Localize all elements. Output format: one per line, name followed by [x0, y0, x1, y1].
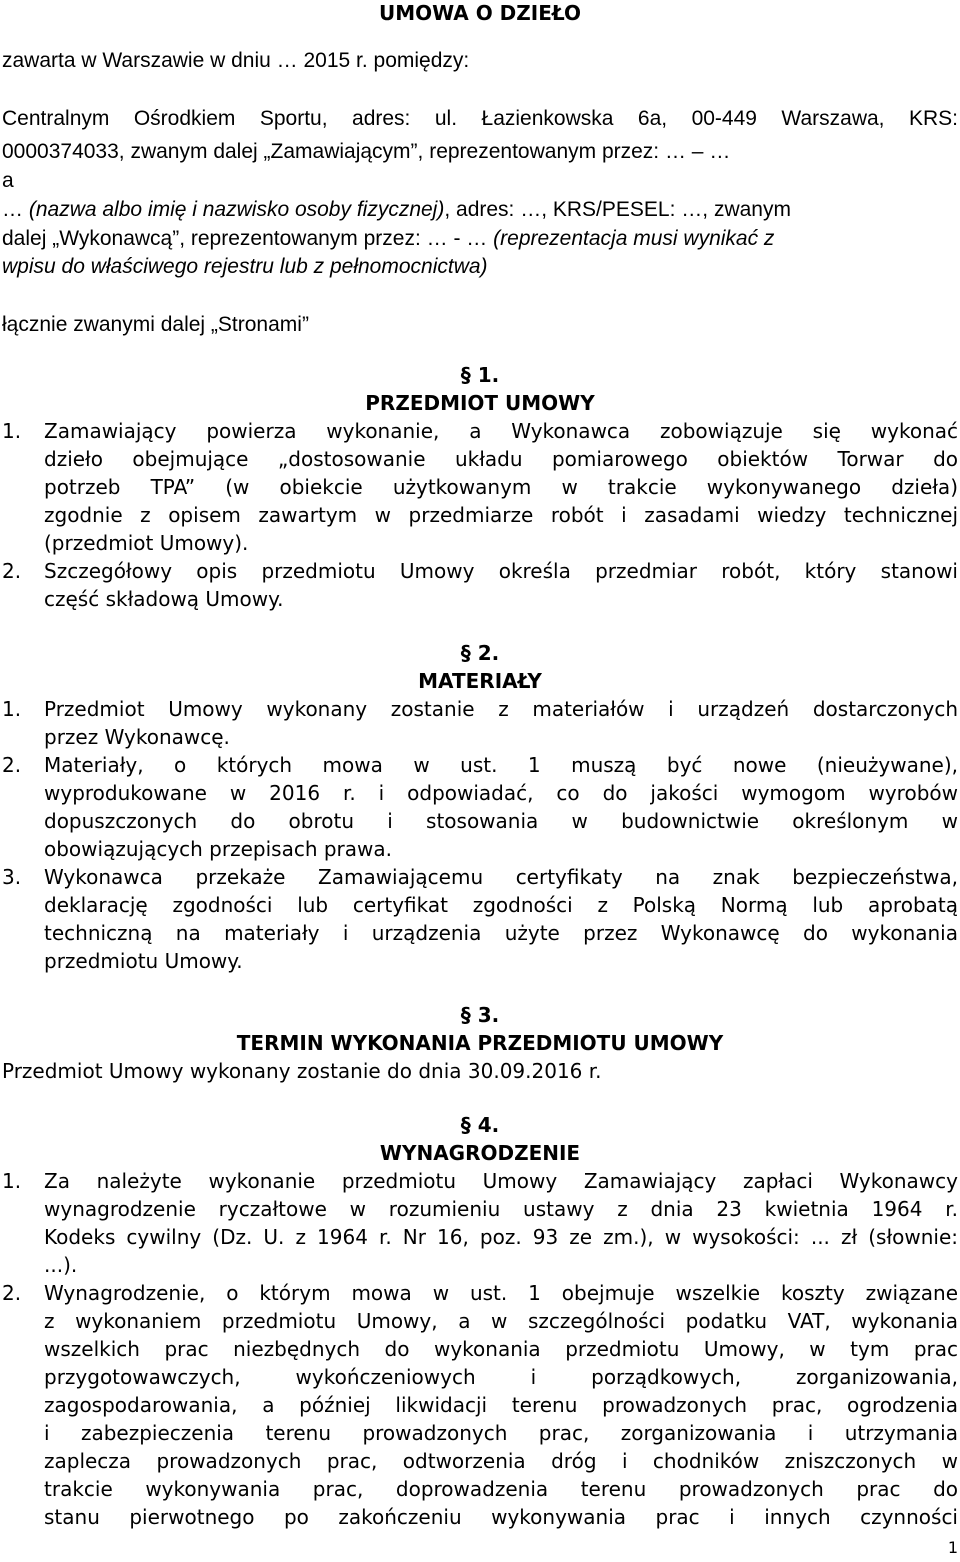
party2-line-1-a: … [2, 198, 29, 221]
section-4-item-1-number: 1. [2, 1169, 22, 1193]
section-4-item-1-line: wynagrodzenie ryczałtowe w rozumieniu ustawy z dnia 23 kwietnia 1964 r. [44, 1197, 958, 1221]
section-4-item-2-line: trakcie wykonywania prac, doprowadzenia terenu prowadzonych prac do [44, 1477, 958, 1501]
section-2-item-3-line: Wykonawca przekaże Zamawiającemu certyfikaty na znak bezpieczeństwa, [44, 865, 958, 889]
party2-line-2-b: (reprezentacja musi wynikać z [493, 227, 775, 250]
concluded-line: zawarta w Warszawie w dniu … 2015 r. pomiędzy: [2, 49, 470, 72]
section-1-item-1-line: (przedmiot Umowy). [44, 531, 249, 555]
section-4-item-2-line: przygotowawczych, wykończeniowych i porządkowych, zorganizowania, [44, 1365, 958, 1389]
section-2-heading: MATERIAŁY [418, 669, 542, 693]
section-1-item-1-line: dzieło obejmujące „dostosowanie układu pomiarowego obiektów Torwar do [44, 447, 958, 471]
section-3-mark: § 3. [460, 1003, 500, 1027]
party2-line-1-c: , adres: …, KRS/PESEL: …, zwanym [444, 198, 791, 221]
section-4-item-1-line: Za należyte wykonanie przedmiotu Umowy Zamawiający zapłaci Wykonawcy [44, 1169, 958, 1193]
section-4-item-2-number: 2. [2, 1281, 22, 1305]
section-2-item-1-number: 1. [2, 697, 22, 721]
party1-line-3: a [2, 169, 14, 192]
section-4-item-2-line: wszelkich prac niezbędnych do wykonania przedmiotu Umowy, w tym prac [44, 1337, 958, 1361]
section-4-item-2-line: i zabezpieczenia terenu prowadzonych prac, zorganizowania i utrzymania [44, 1421, 958, 1445]
section-4-mark: § 4. [460, 1113, 500, 1137]
party2-line-3: wpisu do właściwego rejestru lub z pełnomocnictwa) [2, 255, 488, 278]
section-1-heading: PRZEDMIOT UMOWY [365, 391, 595, 415]
section-2-item-3-line: techniczną na materiały i urządzenia użyte przez Wykonawcę do wykonania [44, 921, 958, 945]
party2-line-1 [2, 197, 791, 223]
section-3-heading: TERMIN WYKONANIA PRZEDMIOTU UMOWY [236, 1031, 724, 1055]
section-1-item-2-line: część składową Umowy. [44, 587, 284, 611]
together-line: łącznie zwanymi dalej „Stronami” [2, 313, 309, 336]
section-2-item-2-line: dopuszczonych do obrotu i stosowania w budownictwie określonym w [44, 809, 958, 833]
section-1-item-1-line: zgodnie z opisem zawartym w przedmiarze robót i zasadami wiedzy technicznej [44, 503, 958, 527]
section-2-item-2-number: 2. [2, 753, 22, 777]
section-1-item-2-line: Szczegółowy opis przedmiotu Umowy określa przedmiar robót, który stanowi [44, 559, 958, 583]
section-4-item-1-line: Kodeks cywilny (Dz. U. z 1964 r. Nr 16, poz. 93 ze zm.), w wysokości: ... zł (słownie: [44, 1225, 958, 1249]
section-1-item-2-number: 2. [2, 559, 22, 583]
section-2-item-3-line: deklarację zgodności lub certyfikat zgodności z Polską Normą lub aprobatą [44, 893, 958, 917]
party1-line-1: Centralnym Ośrodkiem Sportu, adres: ul. Łazienkowska 6a, 00-449 Warszawa, KRS: [2, 107, 958, 130]
section-2-item-3-line: przedmiotu Umowy. [44, 949, 243, 973]
section-2-mark: § 2. [460, 641, 500, 665]
page-number: 1 [947, 1538, 958, 1557]
section-3-text: Przedmiot Umowy wykonany zostanie do dnia 30.09.2016 r. [2, 1059, 602, 1083]
section-2-item-3-number: 3. [2, 865, 22, 889]
section-4-item-2-line: zagospodarowania, a później likwidacji terenu prowadzonych prac, ogrodzenia [44, 1393, 958, 1417]
party2-line-2 [2, 226, 774, 252]
section-2-item-2-line: obowiązujących przepisach prawa. [44, 837, 393, 861]
document-title: UMOWA O DZIEŁO [378, 1, 582, 25]
section-2-item-1-line: przez Wykonawcę. [44, 725, 230, 749]
section-2-item-1-line: Przedmiot Umowy wykonany zostanie z materiałów i urządzeń dostarczonych [44, 697, 958, 721]
section-4-heading: WYNAGRODZENIE [379, 1141, 581, 1165]
section-2-item-2-line: wyprodukowane w 2016 r. i odpowiadać, co do jakości wymogom wyrobów [44, 781, 958, 805]
section-4-item-1-line: ...). [44, 1253, 78, 1277]
section-1-mark: § 1. [460, 363, 500, 387]
section-1-item-1-line: potrzeb TPA” (w obiekcie użytkowanym w trakcie wykonywanego dzieła) [44, 475, 958, 499]
section-1-item-1-line: Zamawiający powierza wykonanie, a Wykonawca zobowiązuje się wykonać [44, 419, 958, 443]
party2-line-2-a: dalej „Wykonawcą”, reprezentowanym przez: … - … [2, 227, 494, 250]
section-4-item-2-line: stanu pierwotnego po zakończeniu wykonywania prac i innych czynności [44, 1505, 958, 1529]
section-2-item-2-line: Materiały, o których mowa w ust. 1 muszą być nowe (nieużywane), [44, 753, 958, 777]
section-4-item-2-line: zaplecza prowadzonych prac, odtworzenia dróg i chodników zniszczonych w [44, 1449, 958, 1473]
party1-line-2: 0000374033, zwanym dalej „Zamawiającym”, reprezentowanym przez: … – … [2, 140, 731, 163]
section-4-item-2-line: Wynagrodzenie, o którym mowa w ust. 1 obejmuje wszelkie koszty związane [44, 1281, 958, 1305]
section-4-item-2-line: z wykonaniem przedmiotu Umowy, a w szczególności podatku VAT, wykonania [44, 1309, 958, 1333]
party2-line-1-b: (nazwa albo imię i nazwisko osoby fizycznej) [28, 198, 445, 221]
section-1-item-1-number: 1. [2, 419, 22, 443]
